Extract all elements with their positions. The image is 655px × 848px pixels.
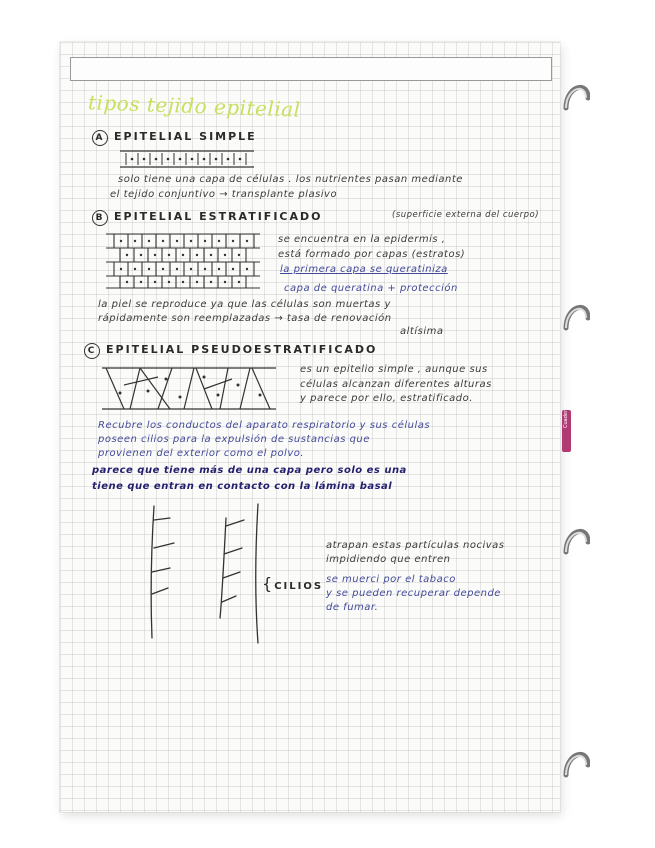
note-line: impidiendo que entren [326,554,451,565]
section-number: C [84,343,100,359]
header-box [70,57,552,81]
note-line: el tejido conjuntivo → transplante plasivo [110,189,338,200]
note-aside: (superficie externa del cuerpo) [392,210,540,220]
section-number: A [92,130,108,146]
note-line: capa de queratina + protección [284,283,458,294]
section-title: EPITELIAL PSEUDOESTRATIFICADO [106,343,378,356]
section-heading [84,343,377,359]
section-heading [92,130,257,146]
binder-ring-icon [562,522,590,562]
stratified-epithelium-diagram [104,232,264,290]
cilia-diagram [140,498,270,648]
note-line: de fumar. [326,602,379,613]
note-line: parece que tiene más de una capa pero solo es una [92,465,407,476]
note-line: Recubre los conductos del aparato respiratorio y sus células [98,420,431,431]
note-line: atrapan estas partículas nocivas [326,540,505,551]
section-number: B [92,210,108,226]
note-line: provienen del exterior como el polvo. [98,448,305,459]
note-line: es un epitelio simple , aunque sus [300,364,488,375]
note-line: solo tiene una capa de células . los nutrientes pasan mediante [118,174,463,185]
note-line: y se pueden recuperar depende [326,588,501,599]
simple-epithelium-diagram [118,149,256,171]
binder-ring-icon [562,78,590,118]
note-line: altísima [400,326,444,337]
binder-ring-icon [562,745,590,785]
section-title: EPITELIAL SIMPLE [114,130,257,143]
note-line: está formado por capas (estratos) [278,249,466,260]
page-tab-label: Cuadernos [563,401,569,428]
note-line: la primera capa se queratiniza [280,264,448,275]
page-title: tipos tejido epitelial [87,90,301,122]
note-line: la piel se reproduce ya que las células son muertas y [98,299,391,310]
note-line: rápidamente son reemplazadas → tasa de renovación [98,313,392,324]
section-heading [92,210,322,226]
note-line: poseen cilios para la expulsión de sustancias que [98,434,370,445]
note-line: células alcanzan diferentes alturas [300,379,492,390]
binder-ring-icon [562,298,590,338]
cilia-label: {CILIOS [262,574,324,593]
note-line: se encuentra en la epidermis , [278,234,446,245]
section-title: EPITELIAL ESTRATIFICADO [114,210,323,223]
pseudostratified-epithelium-diagram [100,365,280,413]
note-line: y parece por ello, estratificado. [300,393,473,404]
note-line: se muerci por el tabaco [326,574,456,585]
note-line: tiene que entran en contacto con la lámina basal [92,481,393,492]
cilia-label-text: CILIOS [274,581,324,592]
